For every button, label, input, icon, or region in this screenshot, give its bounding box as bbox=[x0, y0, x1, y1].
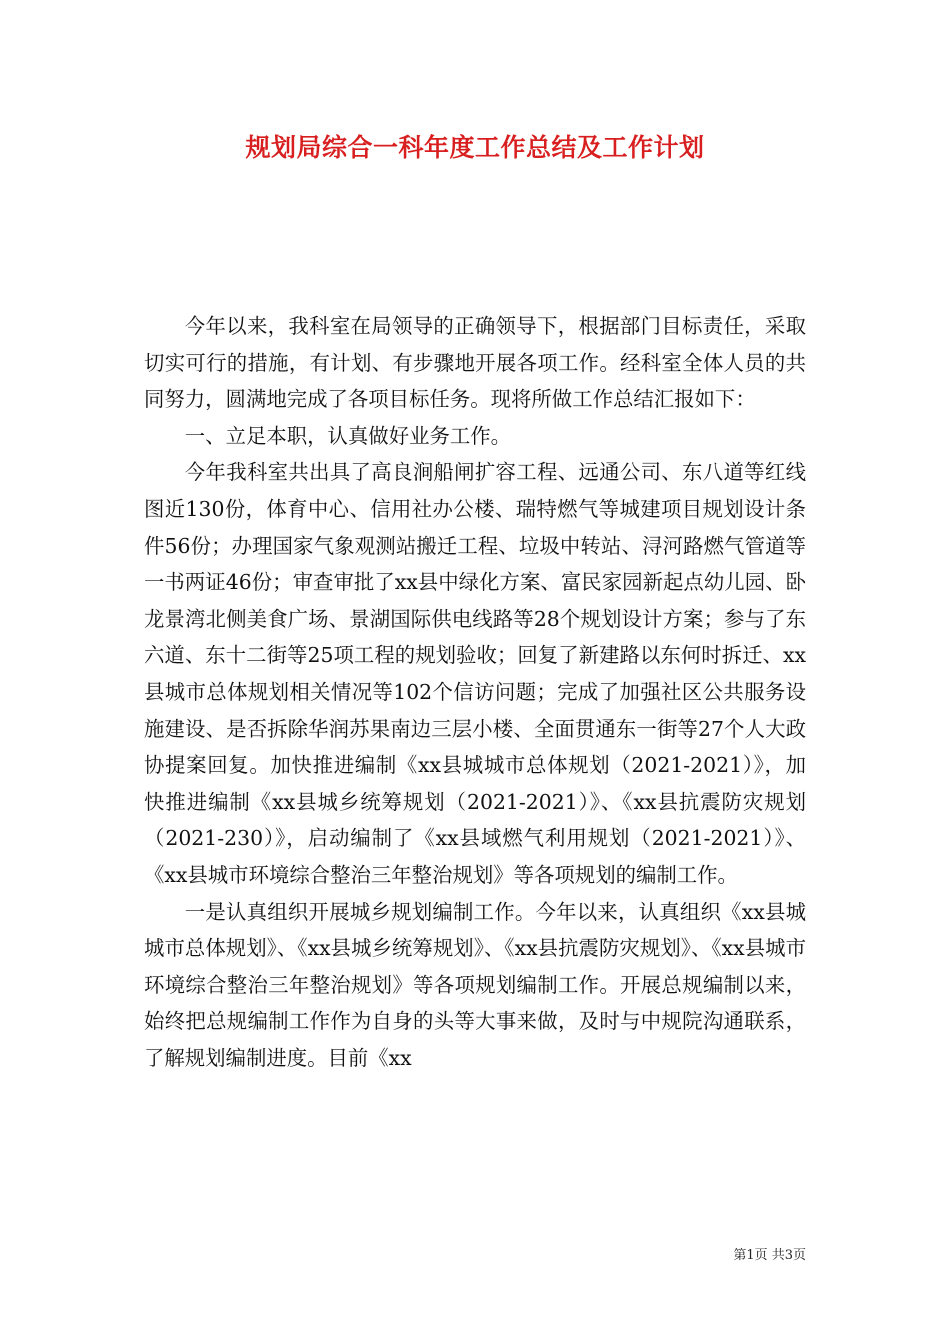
document-title: 规划局综合一科年度工作总结及工作计划 bbox=[245, 133, 705, 162]
document-body bbox=[144, 308, 806, 1076]
paragraph-work-details: 今年我科室共出具了高良涧船闸扩容工程、远通公司、东八道等红线图近130份，体育中心、信用社办公楼、瑞特燃气等城建项目规划设计条件56份；办理国家气象观测站搬迁工程、垃圾中转站、浔河路燃气管道等一书两证46份；审查审批了xx县中绿化方案、富民家园新起点幼儿园、卧龙景湾北侧美食广场、景湖国际供电线路等28个规划设计方案；参与了东六道、东十二街等25项工程的规划验收；回复了新建路以东何时拆迁、xx县城市总体规划相关情况等102个信访问题；完成了加强社区公共服务设施建设、是否拆除华润苏果南边三层小楼、全面贯通东一街等27个人大政协提案回复。加快推进编制《xx县城城市总体规划（2021-2021）》，加快推进编制《xx县城乡统筹规划（2021-2021）》、《xx县抗震防灾规划（2021-230）》，启动编制了《xx县域燃气利用规划（2021-2021）》、《xx县城市环境综合整治三年整治规划》等各项规划的编制工作。 bbox=[144, 460, 806, 887]
page-number: 第1页 共3页 bbox=[733, 1248, 806, 1263]
paragraph-section-heading: 一、立足本职，认真做好业务工作。 bbox=[184, 423, 512, 448]
paragraph-intro: 今年以来，我科室在局领导的正确领导下，根据部门目标责任，采取切实可行的措施，有计划、有步骤地开展各项工作。经科室全体人员的共同努力，圆满地完成了各项目标任务。现将所做工作总结汇报如下： bbox=[144, 314, 806, 412]
paragraph-planning-work: 一是认真组织开展城乡规划编制工作。今年以来，认真组织《xx县城城市总体规划》、《xx县城乡统筹规划》、《xx县抗震防灾规划》、《xx县城市环境综合整治三年整治规划》等各项规划编制工作。开展总规编制以来，始终把总规编制工作作为自身的头等大事来做，及时与中规院沟通联系，了解规划编制进度。目前《xx bbox=[144, 899, 806, 1070]
